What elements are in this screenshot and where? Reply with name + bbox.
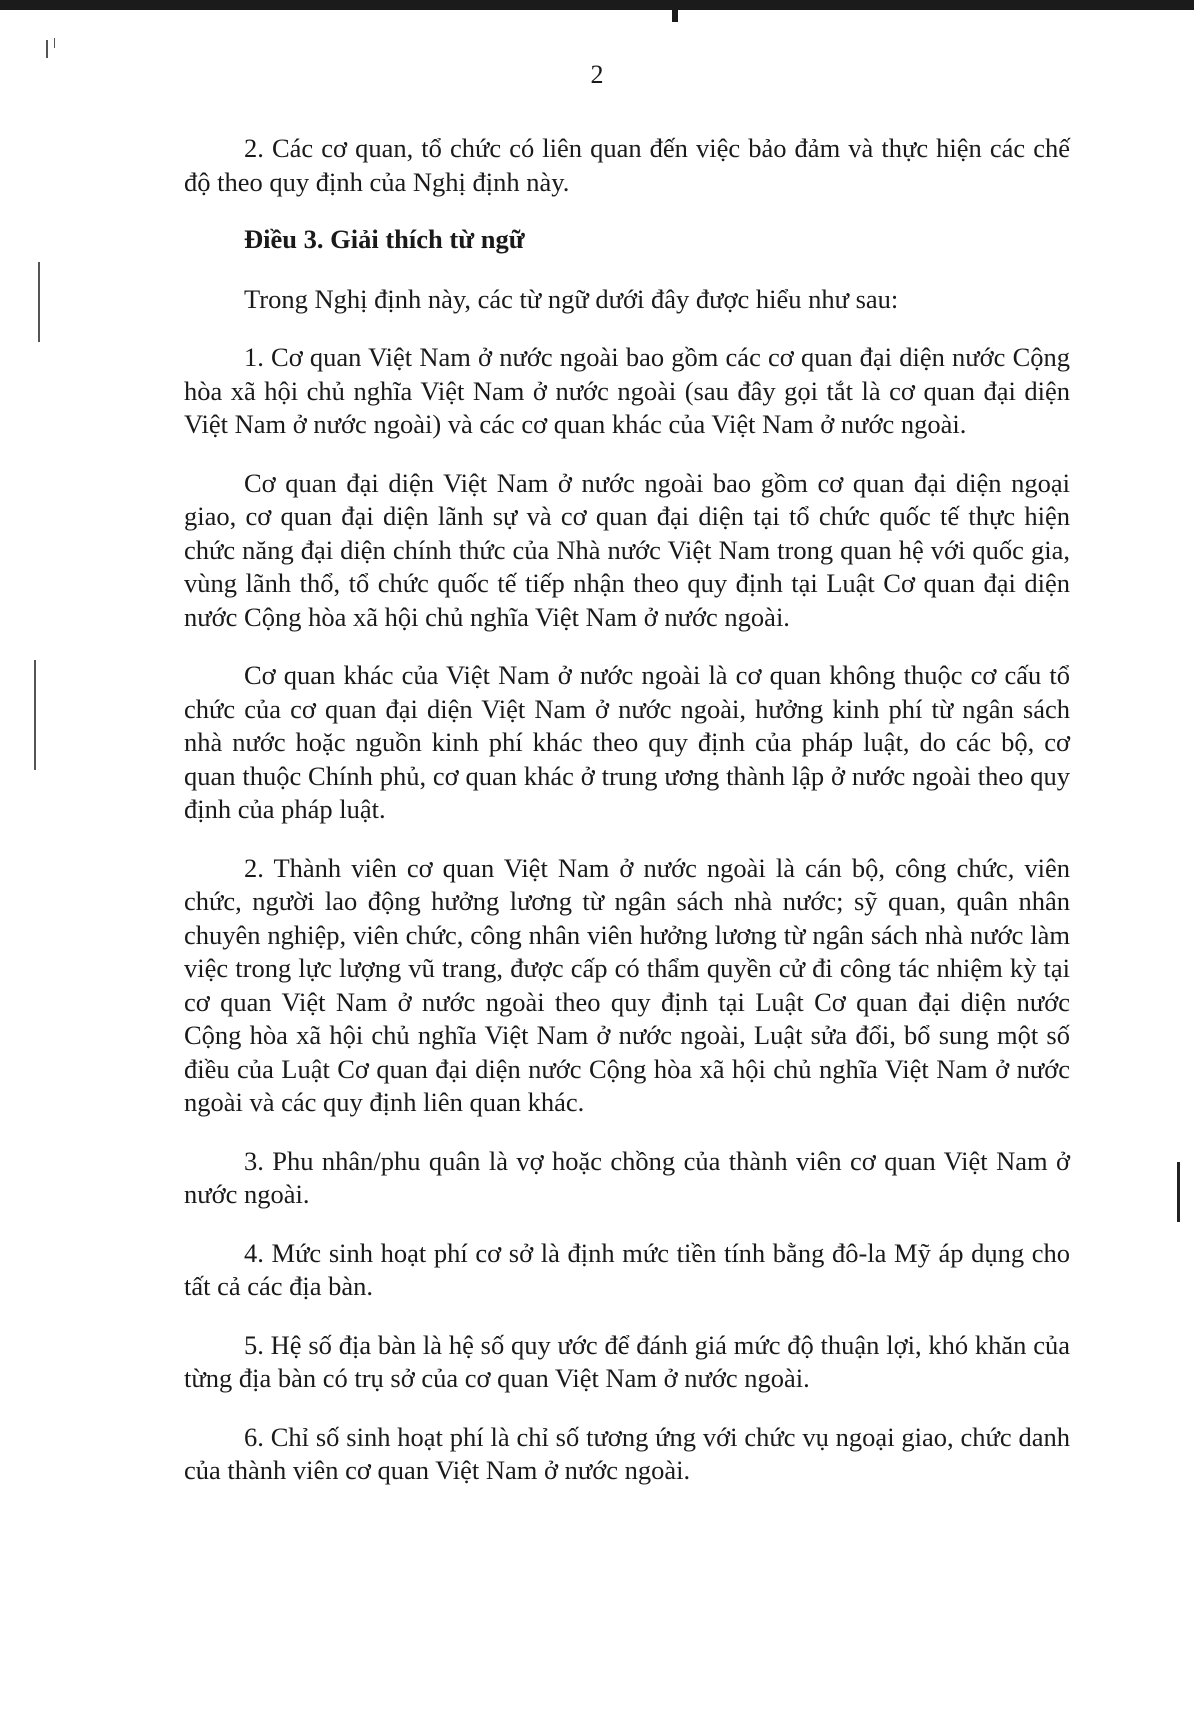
scan-artifact bbox=[54, 38, 55, 48]
paragraph-definition-1: 1. Cơ quan Việt Nam ở nước ngoài bao gồm các cơ quan đại diện nước Cộng hòa xã hội chủ nghĩa Việt Nam ở nước ngoài (sau đây gọi tắt là cơ quan đại diện Việt Nam ở nước ngoài) và các cơ quan khác của Việt Nam ở nước ngoài. bbox=[184, 342, 1070, 439]
article-3-heading: Điều 3. Giải thích từ ngữ bbox=[244, 224, 525, 254]
scan-artifact bbox=[38, 262, 40, 342]
paragraph-definition-3: 3. Phu nhân/phu quân là vợ hoặc chồng của thành viên cơ quan Việt Nam ở nước ngoài. bbox=[184, 1145, 1070, 1209]
paragraph-scope-2: 2. Các cơ quan, tổ chức có liên quan đến việc bảo đảm và thực hiện các chế độ theo quy định của Nghị định này. bbox=[184, 133, 1070, 197]
paragraph-definitions-lead: Trong Nghị định này, các từ ngữ dưới đây được hiểu như sau: bbox=[244, 283, 899, 314]
scan-top-notch bbox=[672, 0, 678, 22]
page-number: 2 bbox=[590, 60, 604, 89]
paragraph-definition-5: 5. Hệ số địa bàn là hệ số quy ước để đánh giá mức độ thuận lợi, khó khăn của từng địa bàn có trụ sở của cơ quan Việt Nam ở nước ngoài. bbox=[184, 1329, 1070, 1393]
paragraph-definition-1b: Cơ quan khác của Việt Nam ở nước ngoài là cơ quan không thuộc cơ cấu tổ chức của cơ quan đại diện Việt Nam ở nước ngoài, hưởng kinh phí từ ngân sách nhà nước hoặc nguồn kinh phí khác theo quy định của pháp luật, do các bộ, cơ quan thuộc Chính phủ, cơ quan khác ở trung ương thành lập ở nước ngoài theo quy định của pháp luật. bbox=[184, 660, 1070, 824]
paragraph-definition-2: 2. Thành viên cơ quan Việt Nam ở nước ngoài là cán bộ, công chức, viên chức, người lao động hưởng lương từ ngân sách nhà nước; sỹ quan, quân nhân chuyên nghiệp, viên chức, công nhân viên hưởng lương từ ngân sách nhà nước làm việc trong lực lượng vũ trang, được cấp có thẩm quyền cử đi công tác nhiệm kỳ tại cơ quan Việt Nam ở nước ngoài theo quy định tại Luật Cơ quan đại diện nước Cộng hòa xã hội chủ nghĩa Việt Nam ở nước ngoài, Luật sửa đổi, bổ sung một số điều của Luật Cơ quan đại diện nước Cộng hòa xã hội chủ nghĩa Việt Nam ở nước ngoài và các quy định liên quan khác. bbox=[184, 852, 1070, 1117]
scan-top-border bbox=[0, 0, 1194, 10]
scan-artifact bbox=[46, 40, 48, 58]
scan-artifact bbox=[34, 660, 36, 770]
paragraph-definition-6: 6. Chỉ số sinh hoạt phí là chỉ số tương ứng với chức vụ ngoại giao, chức danh của thành viên cơ quan Việt Nam ở nước ngoài. bbox=[184, 1421, 1070, 1485]
scan-artifact bbox=[1177, 1162, 1180, 1222]
paragraph-definition-1a: Cơ quan đại diện Việt Nam ở nước ngoài bao gồm cơ quan đại diện ngoại giao, cơ quan đại diện lãnh sự và cơ quan đại diện tại tổ chức quốc tế thực hiện chức năng đại diện chính thức của Nhà nước Việt Nam trong quan hệ với quốc gia, vùng lãnh thổ, tổ chức quốc tế tiếp nhận theo quy định tại Luật Cơ quan đại diện nước Cộng hòa xã hội chủ nghĩa Việt Nam ở nước ngoài. bbox=[184, 467, 1070, 632]
paragraph-definition-4: 4. Mức sinh hoạt phí cơ sở là định mức tiền tính bằng đô-la Mỹ áp dụng cho tất cả các địa bàn. bbox=[184, 1237, 1070, 1301]
document-body bbox=[184, 132, 1070, 1488]
